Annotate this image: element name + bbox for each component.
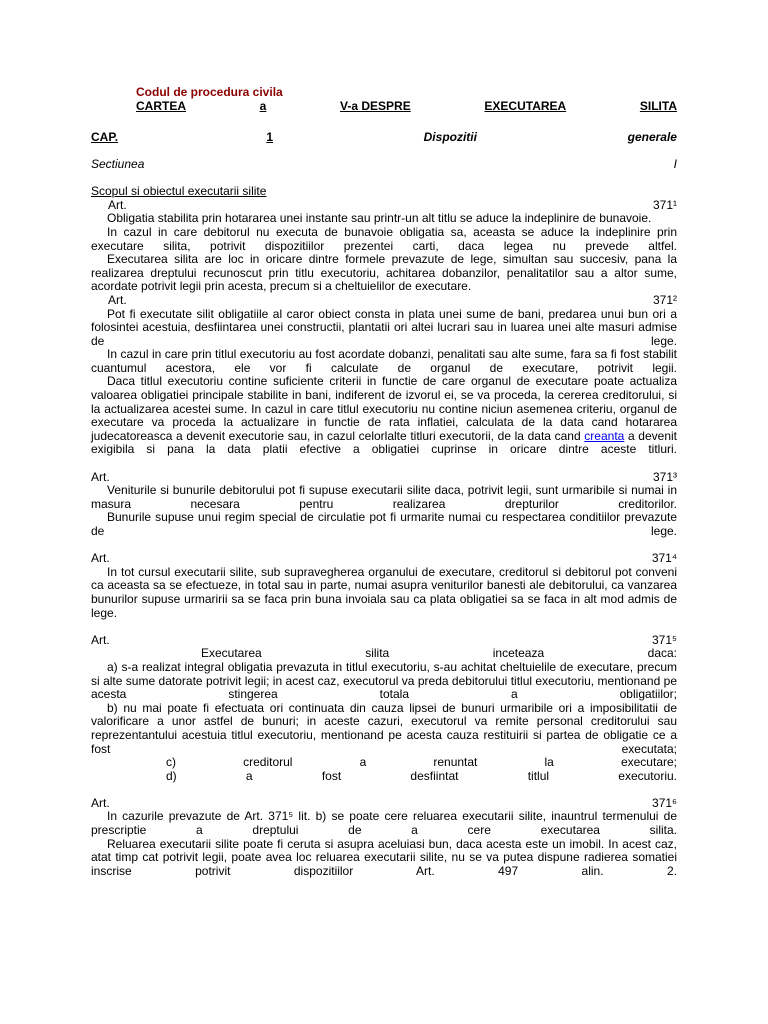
article-header <box>91 634 677 648</box>
chapter-heading <box>91 131 677 145</box>
article-number: 371⁵ <box>652 632 677 647</box>
article-label: Art. <box>108 292 127 307</box>
chapter-title-word: generale <box>627 129 677 144</box>
book-heading-word: a <box>259 98 267 113</box>
document-body <box>91 86 677 878</box>
article-number: 371⁶ <box>652 795 677 810</box>
article-header <box>91 471 677 485</box>
article-label: Art. <box>91 632 110 647</box>
article-header <box>91 294 677 308</box>
book-heading <box>136 100 677 114</box>
paragraph: In cazul in care prin titlul executoriu au fost acordate dobanzi, penalitati sau alte sume, fara sa fi fost stabilit cuantumul acestora, ele vor fi calculate de organul de executare, potrivit legii. <box>91 347 677 375</box>
creanta-link[interactable]: creanta <box>584 428 625 443</box>
article-label: Art. <box>91 551 110 566</box>
paragraph-text: a devenit exigibila si pana la data platii efective a obligatiei cuprinse in oricare dintre aceste titluri. <box>91 428 677 457</box>
chapter-number <box>91 131 273 145</box>
section-label: Sectiunea <box>91 156 145 171</box>
article-label: Art. <box>91 469 110 484</box>
paragraph: Reluarea executarii silite poate fi ceruta si asupra aceluiasi bun, daca acesta este un imobil. In acest caz, atat timp cat potrivit legii, poate avea loc reluarea executarii silite, nu se va putea dispune radierea somatiei inscrise potrivit dispozitiilor Art. 497 alin. 2. <box>91 836 677 878</box>
article-header <box>91 552 677 566</box>
paragraph: In cazurile prevazute de Art. 371⁵ lit. b) se poate cere reluarea executarii silite, inauntrul termenului de prescriptie a dreptului de a cere executarea silita. <box>91 809 677 838</box>
paragraph: Obligatia stabilita prin hotararea unei instante sau printr-un alt titlu se aduce la indeplinire de bunavoie. <box>107 211 652 226</box>
article-number: 371⁴ <box>651 551 677 566</box>
paragraph: Pot fi executate silit obligatiile al caror obiect consta in plata unei sume de bani, predarea unui bun ori a folosintei acestuia, desfiintarea unei constructii, plantatii ori altei lucrari sau in luarea unei alte masuri admise de lege. <box>91 306 677 348</box>
paragraph: In cazul in care debitorul nu executa de bunavoie obligatia sa, aceasta se aduce la indeplinire prin executare silita, potrivit dispozitiilor prezentei carti, daca legea nu prevede altfel. <box>91 224 677 253</box>
paragraph: Executarea silita are loc in oricare dintre formele prevazute de lege, simultan sau succesiv, pana la realizarea dreptului recunoscut prin titlu executoriu, achitarea dobanzilor, penalitatilor sau a altor sume, acordate potrivit legii prin acesta, precum si a cheltuielilor de executare. <box>91 252 677 294</box>
article-number: 371¹ <box>652 197 677 212</box>
list-item: a) s-a realizat integral obligatia prevazuta in titlul executoriu, s-au achitat cheltuielile de executare, precum si alte sume datorate potrivit legii; in acest caz, executorul va preda debitorului titlul executoriu, mentionand pe acesta stingerea totala a obligatiilor; <box>91 659 677 702</box>
list-item: c) creditorul a renuntat la executare; <box>166 755 677 770</box>
section-number: I <box>673 156 677 171</box>
chapter-num: 1 <box>266 129 273 144</box>
list-item: d) a fost desfiintat titlul executoriu. <box>166 768 677 783</box>
article-header <box>91 797 677 811</box>
article-label: Art. <box>108 197 127 212</box>
article-number: 371³ <box>652 469 677 484</box>
book-heading-word: V-a DESPRE <box>340 98 411 113</box>
chapter-label: CAP. <box>91 129 119 144</box>
paragraph <box>91 375 677 457</box>
article-label: Art. <box>91 795 110 810</box>
list-item: b) nu mai poate fi efectuata ori continuata din cauza lipsei de bunuri urmaribile ori a imposibilitatii de valorificare a unor astfel de bunuri; in aceste cazuri, executorul va remite personal creditorului sau reprezentantului acestuia titlul executoriu, mentionand pe acesta cauza restituirii si partea de obligatie ce a fost executata; <box>91 700 677 756</box>
paragraph: Executarea silita inceteaza daca: <box>201 646 677 661</box>
chapter-title-word: Dispozitii <box>423 129 477 144</box>
section-heading <box>91 158 677 172</box>
article-header <box>91 199 677 213</box>
paragraph: Veniturile si bunurile debitorului pot fi supuse executarii silite daca, potrivit legii, sunt urmaribile si numai in masura necesara pentru realizarea drepturilor creditorilor. <box>91 483 677 511</box>
paragraph: In tot cursul executarii silite, sub supravegherea organului de executare, creditorul si debitorul pot conveni ca aceasta sa se efectueze, in total sau in parte, numai asupra veniturilor banesti ale debitorului, ca vanzarea bunurilor supuse urmaririi sa se faca prin buna invoiala sau ca plata obligatiei sa se faca in alt mod admis de lege. <box>91 564 677 620</box>
scope-heading: Scopul si obiectul executarii silite <box>91 184 267 199</box>
paragraph: Bunurile supuse unui regim special de circulatie pot fi urmarite numai cu respectarea conditiilor prevazute de lege. <box>91 510 677 538</box>
book-heading-word: EXECUTAREA <box>484 98 567 113</box>
book-heading-word: SILITA <box>639 98 677 113</box>
paragraph-text: Daca titlul executoriu contine suficiente criterii in functie de care organul de executare poate actualiza valoarea obligatiei principale stabilite in bani, indiferent de izvorul ei, se va proceda, la cererea creditorului, si la actualizarea acestei sume. In cazul in care titlul executoriu nu contine niciun asemenea criteriu, organul de executare va proceda la actualizare in functie de rata inflatiei, calculata de la data cand hotararea judecatoreasca a devenit executorie sau, in cazul celorlalte titluri executorii, de la data cand <box>91 374 677 443</box>
document-title: Codul de procedura civila <box>136 85 283 99</box>
book-heading-word: CARTEA <box>136 98 186 113</box>
article-number: 371² <box>652 292 677 307</box>
